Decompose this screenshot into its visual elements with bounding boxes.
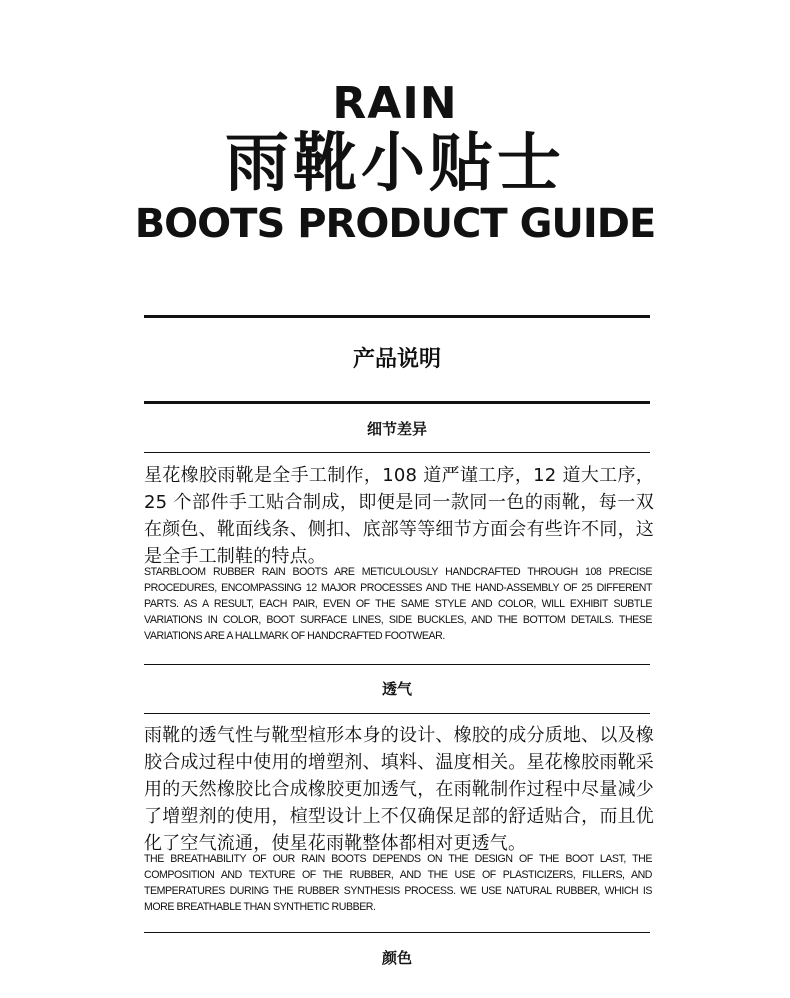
section-heading-breathability: 透气 (381, 680, 412, 698)
divider-breathability-end (144, 932, 650, 933)
section-heading-details: 细节差异 (366, 420, 427, 438)
divider-main-heading (144, 401, 650, 404)
main-heading: 产品说明 (352, 347, 441, 372)
divider-top (144, 315, 650, 318)
page-title-zh: 雨靴小贴士 (225, 127, 565, 201)
divider-breathability (144, 713, 650, 714)
page-title-en: BOOTS PRODUCT GUIDE (134, 201, 656, 247)
divider-details-end (144, 664, 650, 665)
brand-rain: RAIN (332, 78, 458, 129)
section-body-en-breathability: THE BREATHABILITY OF OUR RAIN BOOTS DEPENDS ON THE DESIGN OF THE BOOT LAST, THE COMPOSITION AND TEXTURE OF THE RUBBER, AND THE USE OF PLASTICIZERS, FILLERS, AND TEMPERATURES DURING THE RUBBER SYNTHESIS PROCESS. WE USE NATURAL RUBBER, WHICH IS MORE BREATHABLE THAN SYNTHETIC RUBBER. (144, 853, 652, 913)
section-body-zh-breathability: 雨靴的透气性与靴型楦形本身的设计、橡胶的成分质地、以及橡胶合成过程中使用的增塑剂、填料、温度相关。星花橡胶雨靴采用的天然橡胶比合成橡胶更加透气，在雨靴制作过程中尽量减少了增塑剂的使用，楦型设计上不仅确保足部的舒适贴合，而且优化了空气流通，使星花雨靴整体都相对更透气。 (144, 725, 654, 854)
section-body-en-details: STARBLOOM RUBBER RAIN BOOTS ARE METICULOUSLY HANDCRAFTED THROUGH 108 PRECISE PROCEDURES, ENCOMPASSING 12 MAJOR PROCESSES AND THE HAND-ASSEMBLY OF 25 DIFFERENT PARTS. AS A RESULT, EACH PAIR, EVEN OF THE SAME STYLE AND COLOR, WILL EXHIBIT SUBTLE VARIATIONS IN COLOR, BOOT SURFACE LINES, SIDE BUCKLES, AND THE BOTTOM DETAILS. THESE VARIATIONS ARE A HALLMARK OF HANDCRAFTED FOOTWEAR. (144, 566, 652, 642)
section-heading-color: 颜色 (381, 949, 412, 967)
divider-details (144, 452, 650, 453)
section-body-zh-details: 星花橡胶雨靴是全手工制作，108 道严谨工序，12 道大工序，25 个部件手工贴合制成，即便是同一款同一色的雨靴，每一双在颜色、靴面线条、侧扣、底部等等细节方面会有些许不同，这是全手工制鞋的特点。 (144, 465, 654, 567)
